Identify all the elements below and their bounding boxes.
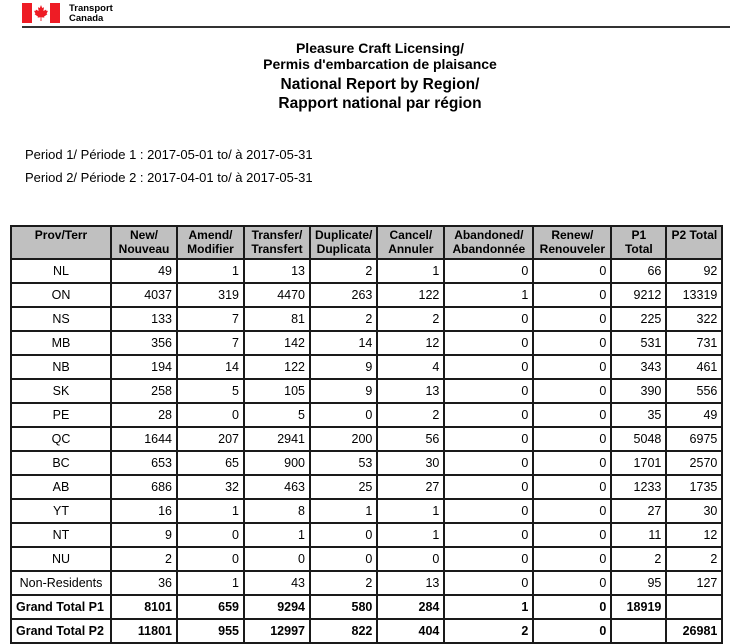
- value-cell: 36: [111, 571, 177, 595]
- value-cell: 13: [244, 259, 310, 283]
- region-cell: NU: [11, 547, 111, 571]
- value-cell: 1: [377, 523, 444, 547]
- value-cell: 4470: [244, 283, 310, 307]
- value-cell: 0: [444, 403, 533, 427]
- value-cell: 258: [111, 379, 177, 403]
- value-cell: 0: [177, 547, 244, 571]
- value-cell: 0: [177, 523, 244, 547]
- value-cell: 1: [177, 259, 244, 283]
- region-cell: Grand Total P2: [11, 619, 111, 643]
- table-row: [11, 379, 722, 403]
- value-cell: 12997: [244, 619, 310, 643]
- value-cell: 13319: [666, 283, 722, 307]
- value-cell: 686: [111, 475, 177, 499]
- value-cell: 0: [533, 595, 611, 619]
- column-header-en: Prov/Terr: [34, 228, 88, 242]
- national-report-table: [10, 225, 723, 644]
- value-cell: 43: [244, 571, 310, 595]
- value-cell: [666, 595, 722, 619]
- value-cell: 0: [310, 547, 377, 571]
- value-cell: 0: [444, 331, 533, 355]
- value-cell: 207: [177, 427, 244, 451]
- value-cell: 0: [533, 331, 611, 355]
- table-row: [11, 475, 722, 499]
- table-row: [11, 259, 722, 283]
- value-cell: 343: [611, 355, 666, 379]
- value-cell: 731: [666, 331, 722, 355]
- title-line-2: Permis d'embarcation de plaisance: [263, 56, 497, 72]
- value-cell: 1735: [666, 475, 722, 499]
- value-cell: 653: [111, 451, 177, 475]
- value-cell: 7: [177, 307, 244, 331]
- value-cell: 25: [310, 475, 377, 499]
- column-header: [310, 226, 377, 259]
- column-header: [244, 226, 310, 259]
- value-cell: 1: [444, 595, 533, 619]
- value-cell: 200: [310, 427, 377, 451]
- value-cell: 0: [533, 427, 611, 451]
- column-header-fr: Modifier: [187, 242, 234, 256]
- value-cell: 122: [244, 355, 310, 379]
- value-cell: 0: [533, 451, 611, 475]
- column-header-fr: Renouveler: [539, 242, 606, 256]
- value-cell: 0: [444, 475, 533, 499]
- region-cell: MB: [11, 331, 111, 355]
- value-cell: 0: [533, 307, 611, 331]
- region-cell: NL: [11, 259, 111, 283]
- value-cell: 49: [666, 403, 722, 427]
- value-cell: 955: [177, 619, 244, 643]
- region-cell: NT: [11, 523, 111, 547]
- value-cell: 0: [377, 547, 444, 571]
- value-cell: 2: [310, 307, 377, 331]
- value-cell: 225: [611, 307, 666, 331]
- brand-line-1: Transport: [69, 3, 113, 14]
- column-header-en: P1 Total: [624, 228, 653, 256]
- value-cell: 0: [533, 547, 611, 571]
- value-cell: 6975: [666, 427, 722, 451]
- value-cell: 2941: [244, 427, 310, 451]
- value-cell: 1701: [611, 451, 666, 475]
- column-header-en: Abandoned/: [454, 228, 524, 242]
- value-cell: 9: [310, 379, 377, 403]
- grand-total-row: [11, 595, 722, 619]
- region-cell: NS: [11, 307, 111, 331]
- region-cell: QC: [11, 427, 111, 451]
- column-header-fr: Annuler: [388, 242, 434, 256]
- value-cell: 0: [444, 451, 533, 475]
- table-row: [11, 355, 722, 379]
- title-line-1: Pleasure Craft Licensing/: [295, 40, 465, 56]
- value-cell: 1: [377, 499, 444, 523]
- value-cell: 0: [244, 547, 310, 571]
- value-cell: 319: [177, 283, 244, 307]
- value-cell: 0: [444, 259, 533, 283]
- value-cell: 822: [310, 619, 377, 643]
- value-cell: 1: [310, 499, 377, 523]
- value-cell: 390: [611, 379, 666, 403]
- value-cell: 7: [177, 331, 244, 355]
- table-row: [11, 283, 722, 307]
- column-header-fr: Duplicata: [316, 242, 371, 256]
- period-2-label: Period 2/ Période 2 : 2017-04-01 to/ à 2017-05-31: [25, 170, 313, 185]
- region-cell: YT: [11, 499, 111, 523]
- value-cell: 0: [444, 427, 533, 451]
- value-cell: 580: [310, 595, 377, 619]
- value-cell: 2570: [666, 451, 722, 475]
- value-cell: 0: [533, 571, 611, 595]
- value-cell: 322: [666, 307, 722, 331]
- column-header: [377, 226, 444, 259]
- value-cell: 2: [377, 403, 444, 427]
- region-cell: SK: [11, 379, 111, 403]
- value-cell: 0: [533, 259, 611, 283]
- value-cell: 0: [533, 379, 611, 403]
- value-cell: 1644: [111, 427, 177, 451]
- value-cell: 27: [377, 475, 444, 499]
- region-cell: AB: [11, 475, 111, 499]
- value-cell: 12: [377, 331, 444, 355]
- value-cell: [611, 619, 666, 643]
- region-cell: PE: [11, 403, 111, 427]
- value-cell: 0: [444, 571, 533, 595]
- value-cell: 56: [377, 427, 444, 451]
- value-cell: 463: [244, 475, 310, 499]
- value-cell: 194: [111, 355, 177, 379]
- value-cell: 127: [666, 571, 722, 595]
- value-cell: 9212: [611, 283, 666, 307]
- column-header-en: Renew/: [551, 228, 594, 242]
- value-cell: 5: [177, 379, 244, 403]
- value-cell: 11: [611, 523, 666, 547]
- value-cell: 18919: [611, 595, 666, 619]
- value-cell: 659: [177, 595, 244, 619]
- value-cell: 531: [611, 331, 666, 355]
- value-cell: 105: [244, 379, 310, 403]
- header-rule: [22, 26, 730, 28]
- value-cell: 2: [377, 307, 444, 331]
- value-cell: 133: [111, 307, 177, 331]
- region-cell: BC: [11, 451, 111, 475]
- value-cell: 13: [377, 379, 444, 403]
- value-cell: 16: [111, 499, 177, 523]
- value-cell: 556: [666, 379, 722, 403]
- value-cell: 66: [611, 259, 666, 283]
- column-header-en: Cancel/: [389, 228, 433, 242]
- value-cell: 8101: [111, 595, 177, 619]
- value-cell: 0: [533, 499, 611, 523]
- value-cell: 28: [111, 403, 177, 427]
- value-cell: 95: [611, 571, 666, 595]
- table-row: [11, 523, 722, 547]
- value-cell: 35: [611, 403, 666, 427]
- column-header: [11, 226, 111, 259]
- maple-leaf-icon: [34, 5, 48, 21]
- value-cell: 0: [533, 523, 611, 547]
- value-cell: 1: [177, 499, 244, 523]
- table-row: [11, 331, 722, 355]
- column-header: [111, 226, 177, 259]
- value-cell: 5: [244, 403, 310, 427]
- value-cell: 81: [244, 307, 310, 331]
- value-cell: 8: [244, 499, 310, 523]
- value-cell: 0: [444, 523, 533, 547]
- value-cell: 32: [177, 475, 244, 499]
- value-cell: 0: [533, 475, 611, 499]
- value-cell: 0: [310, 403, 377, 427]
- region-cell: Grand Total P1: [11, 595, 111, 619]
- value-cell: 49: [111, 259, 177, 283]
- column-header-en: Duplicate/: [315, 228, 373, 242]
- value-cell: 9294: [244, 595, 310, 619]
- value-cell: 2: [666, 547, 722, 571]
- value-cell: 2: [611, 547, 666, 571]
- page-header: [22, 3, 730, 27]
- value-cell: 4: [377, 355, 444, 379]
- value-cell: 284: [377, 595, 444, 619]
- value-cell: 0: [444, 499, 533, 523]
- table-row: [11, 451, 722, 475]
- table-row: [11, 499, 722, 523]
- value-cell: 0: [444, 355, 533, 379]
- value-cell: 2: [111, 547, 177, 571]
- brand-line-2: Canada: [69, 13, 104, 24]
- value-cell: 404: [377, 619, 444, 643]
- column-header: [444, 226, 533, 259]
- value-cell: 14: [177, 355, 244, 379]
- value-cell: 900: [244, 451, 310, 475]
- column-header: [666, 226, 722, 259]
- value-cell: 1: [177, 571, 244, 595]
- value-cell: 9: [111, 523, 177, 547]
- value-cell: 12: [666, 523, 722, 547]
- title-line-4: Rapport national par région: [278, 95, 482, 112]
- grand-total-row: [11, 619, 722, 643]
- column-header-fr: Transfert: [251, 242, 303, 256]
- table-row: [11, 307, 722, 331]
- value-cell: 0: [533, 355, 611, 379]
- title-line-3: National Report by Region/: [280, 76, 480, 93]
- value-cell: 65: [177, 451, 244, 475]
- transport-canada-wordmark: [69, 4, 113, 24]
- value-cell: 263: [310, 283, 377, 307]
- column-header-fr: Nouveau: [118, 242, 170, 256]
- value-cell: 26981: [666, 619, 722, 643]
- value-cell: 0: [444, 307, 533, 331]
- value-cell: 2: [310, 571, 377, 595]
- period-1-label: Period 1/ Période 1 : 2017-05-01 to/ à 2017-05-31: [25, 147, 313, 162]
- table-row: [11, 571, 722, 595]
- value-cell: 53: [310, 451, 377, 475]
- table-row: [11, 403, 722, 427]
- value-cell: 5048: [611, 427, 666, 451]
- value-cell: 30: [666, 499, 722, 523]
- value-cell: 92: [666, 259, 722, 283]
- value-cell: 142: [244, 331, 310, 355]
- value-cell: 13: [377, 571, 444, 595]
- value-cell: 9: [310, 355, 377, 379]
- value-cell: 2: [310, 259, 377, 283]
- region-cell: NB: [11, 355, 111, 379]
- value-cell: 11801: [111, 619, 177, 643]
- value-cell: 1: [244, 523, 310, 547]
- value-cell: 27: [611, 499, 666, 523]
- value-cell: 461: [666, 355, 722, 379]
- value-cell: 1: [377, 259, 444, 283]
- column-header: [177, 226, 244, 259]
- report-title: [0, 40, 730, 113]
- value-cell: 1: [444, 283, 533, 307]
- column-header-en: Amend/: [188, 228, 233, 242]
- column-header: [533, 226, 611, 259]
- column-header-en: P2 Total: [671, 228, 718, 242]
- value-cell: 356: [111, 331, 177, 355]
- value-cell: 0: [533, 283, 611, 307]
- value-cell: 122: [377, 283, 444, 307]
- value-cell: 1233: [611, 475, 666, 499]
- value-cell: 0: [310, 523, 377, 547]
- value-cell: 4037: [111, 283, 177, 307]
- value-cell: 0: [444, 379, 533, 403]
- region-cell: Non-Residents: [11, 571, 111, 595]
- region-cell: ON: [11, 283, 111, 307]
- value-cell: 14: [310, 331, 377, 355]
- table-row: [11, 547, 722, 571]
- value-cell: 0: [444, 547, 533, 571]
- table-header-row: [11, 226, 722, 259]
- column-header-en: Transfer/: [251, 228, 303, 242]
- value-cell: 2: [444, 619, 533, 643]
- value-cell: 0: [177, 403, 244, 427]
- column-header: [611, 226, 666, 259]
- value-cell: 0: [533, 403, 611, 427]
- table-row: [11, 427, 722, 451]
- value-cell: 30: [377, 451, 444, 475]
- column-header-fr: Abandonnée: [452, 242, 526, 256]
- value-cell: 0: [533, 619, 611, 643]
- canada-flag-icon: [22, 3, 60, 23]
- column-header-en: New/: [129, 228, 158, 242]
